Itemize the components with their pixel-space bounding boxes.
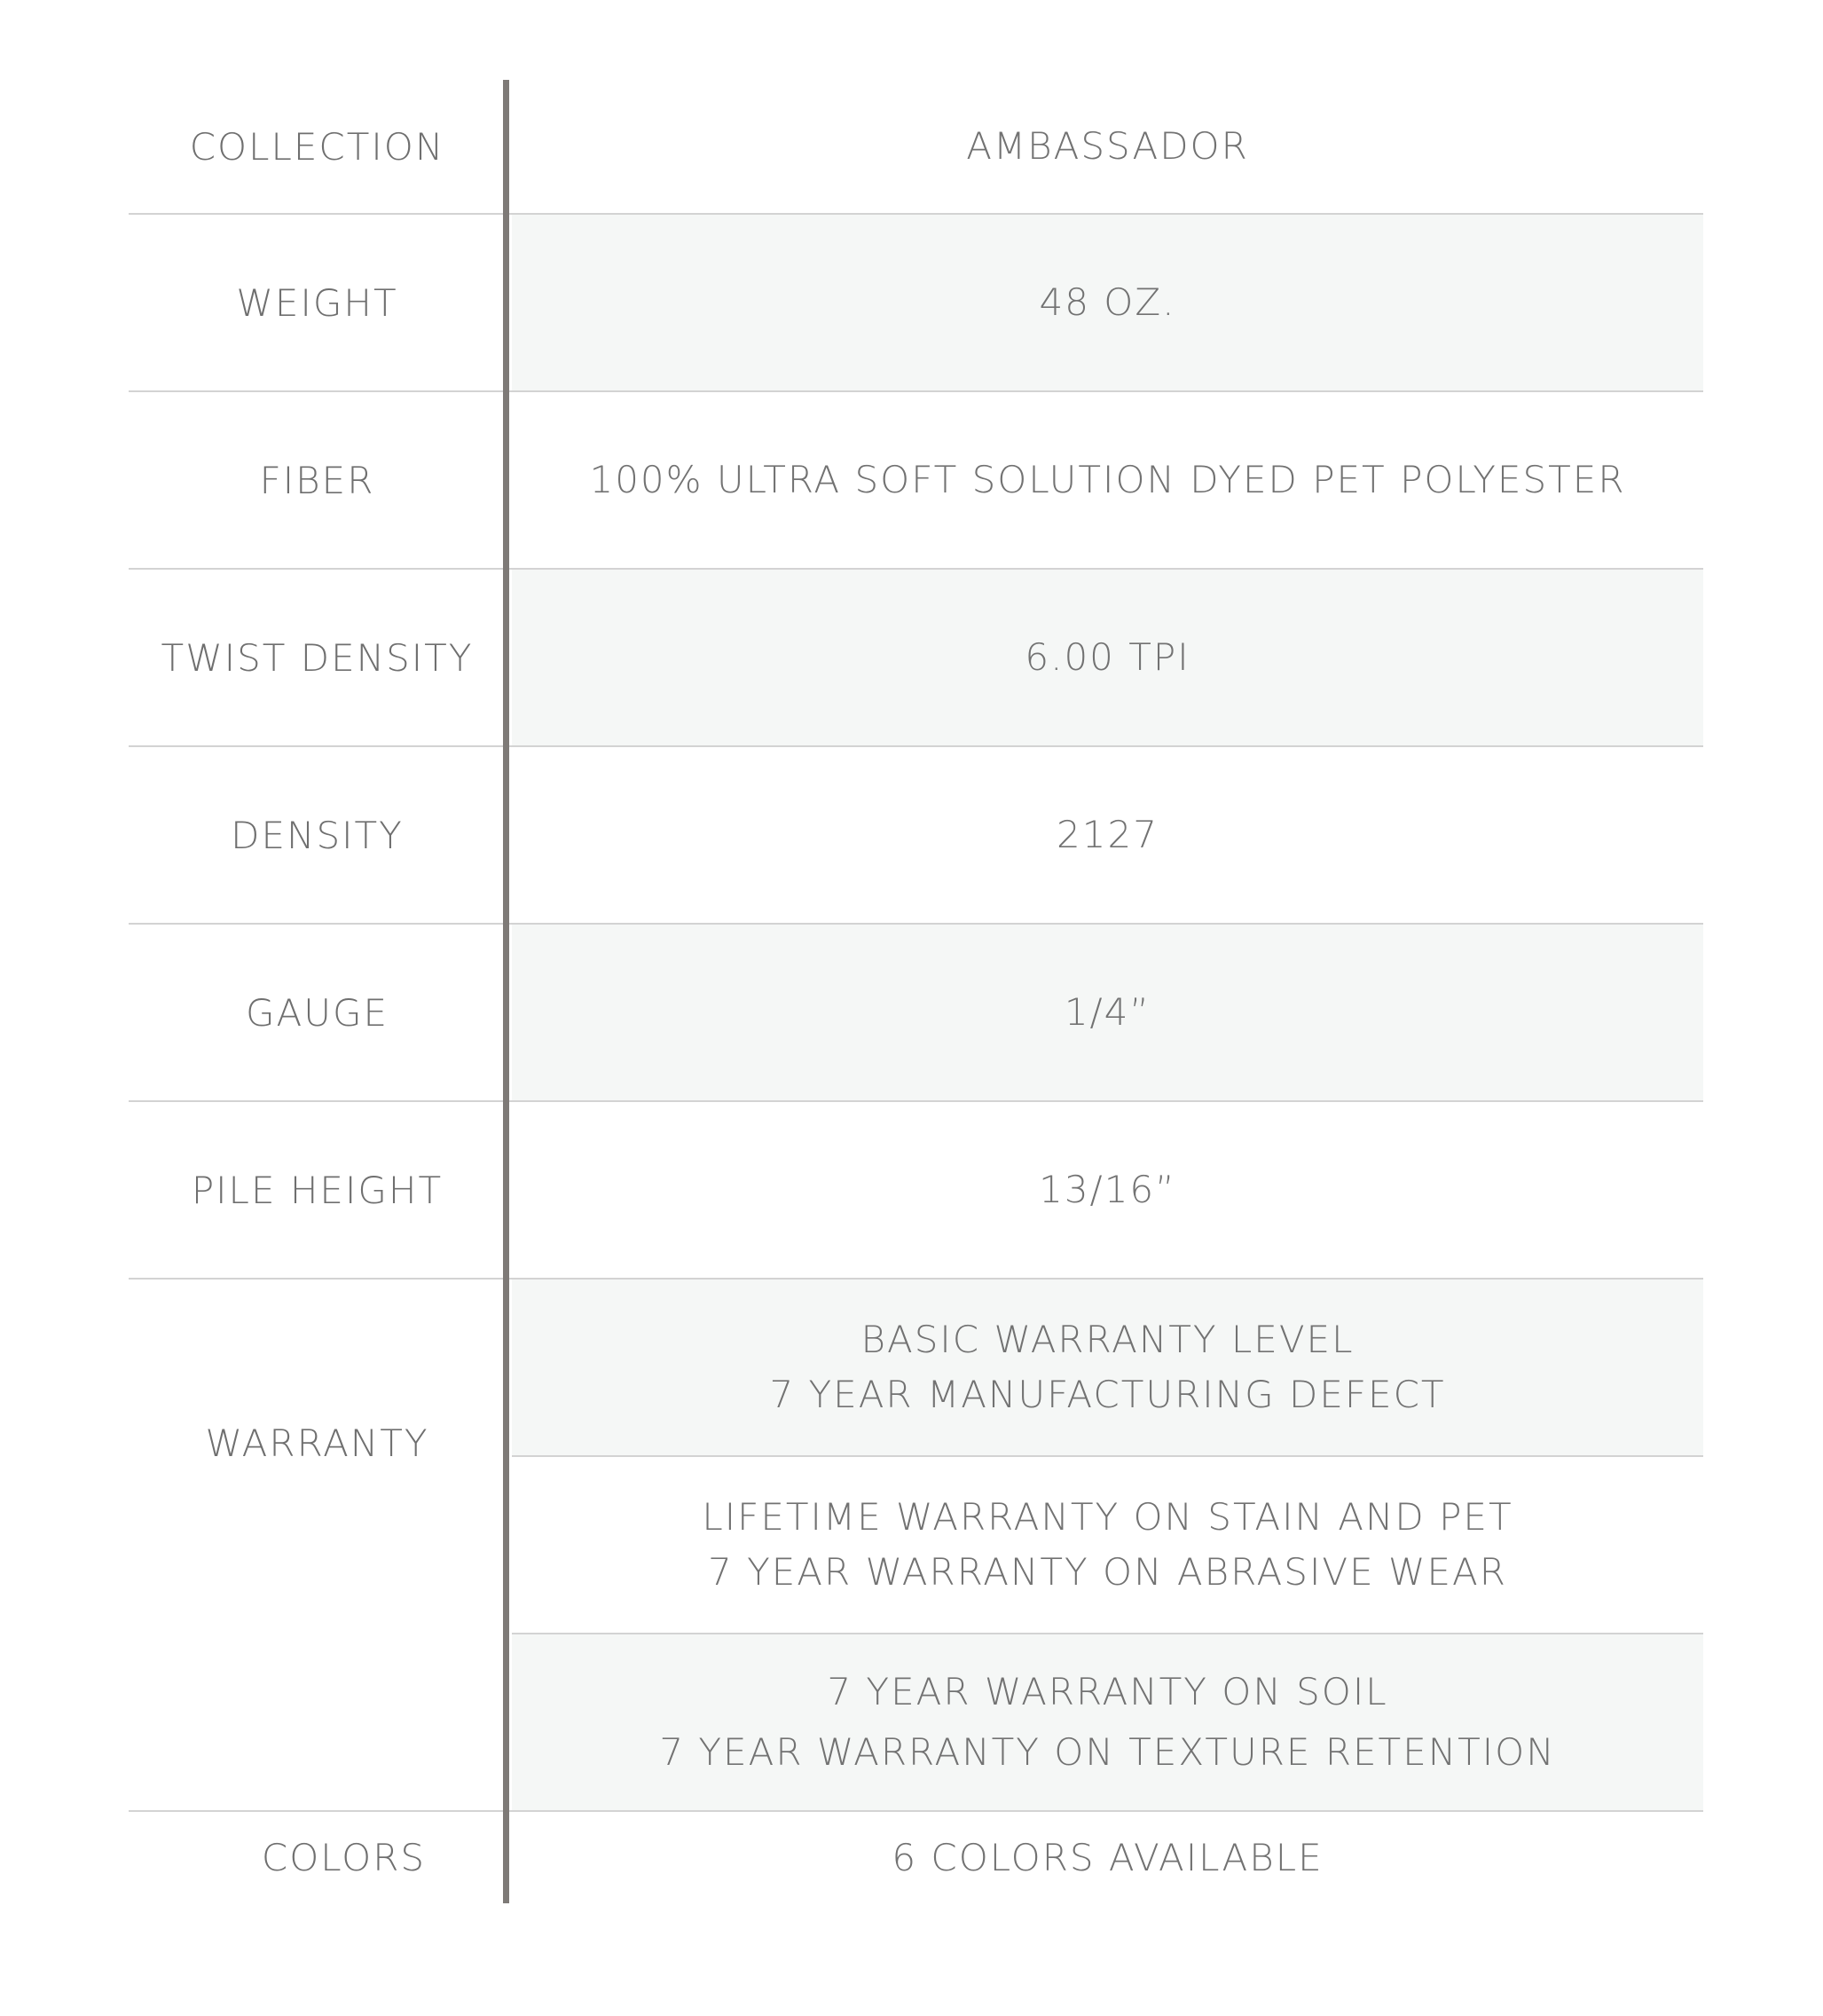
spec-label-gauge: GAUGE — [245, 990, 389, 1035]
warranty-line: 7 YEAR WARRANTY ON SOIL — [827, 1670, 1388, 1713]
warranty-line: BASIC WARRANTY LEVEL — [860, 1318, 1355, 1361]
warranty-line-group-lifetime — [512, 1457, 1703, 1634]
spec-row-density — [129, 747, 1703, 925]
spec-label-twist-density: TWIST DENSITY — [161, 635, 474, 680]
spec-label-colors: COLORS — [261, 1836, 427, 1879]
spec-row-warranty — [129, 1280, 1703, 1812]
spec-row-collection — [129, 80, 1703, 215]
spec-label-fiber: FIBER — [259, 458, 375, 502]
spec-value-fiber: 100% ULTRA SOFT SOLUTION DYED PET POLYESTER — [589, 458, 1626, 501]
warranty-line-group-basic — [512, 1280, 1703, 1457]
spec-label-density: DENSITY — [231, 813, 404, 857]
spec-table — [129, 80, 1703, 1903]
spec-value-gauge: 1/4” — [512, 925, 1703, 1100]
spec-row-twist-density — [129, 570, 1703, 747]
spec-row-colors — [129, 1812, 1703, 1903]
warranty-line: LIFETIME WARRANTY ON STAIN AND PET — [702, 1495, 1513, 1539]
spec-value-twist-density: 6.00 TPI — [512, 570, 1703, 745]
spec-label-collection: COLLECTION — [189, 124, 445, 169]
column-divider — [503, 80, 509, 1903]
spec-value-collection: AMBASSADOR — [966, 124, 1249, 168]
spec-row-pile-height — [129, 1102, 1703, 1280]
spec-value-colors: 6 COLORS AVAILABLE — [892, 1835, 1324, 1879]
spec-value-density: 2127 — [1057, 813, 1159, 856]
spec-row-gauge — [129, 925, 1703, 1102]
spec-label-pile-height: PILE HEIGHT — [191, 1168, 444, 1212]
warranty-line: 7 YEAR WARRANTY ON TEXTURE RETENTION — [659, 1730, 1556, 1774]
spec-value-weight: 48 OZ. — [512, 215, 1703, 390]
spec-label-warranty: WARRANTY — [205, 1421, 429, 1465]
warranty-line: 7 YEAR MANUFACTURING DEFECT — [769, 1373, 1446, 1416]
warranty-line-group-soil — [512, 1634, 1703, 1810]
spec-value-pile-height: 13/16” — [1039, 1168, 1176, 1211]
warranty-line: 7 YEAR WARRANTY ON ABRASIVE WEAR — [708, 1550, 1507, 1594]
spec-row-weight — [129, 215, 1703, 392]
spec-label-weight: WEIGHT — [236, 280, 398, 325]
spec-row-fiber — [129, 392, 1703, 570]
